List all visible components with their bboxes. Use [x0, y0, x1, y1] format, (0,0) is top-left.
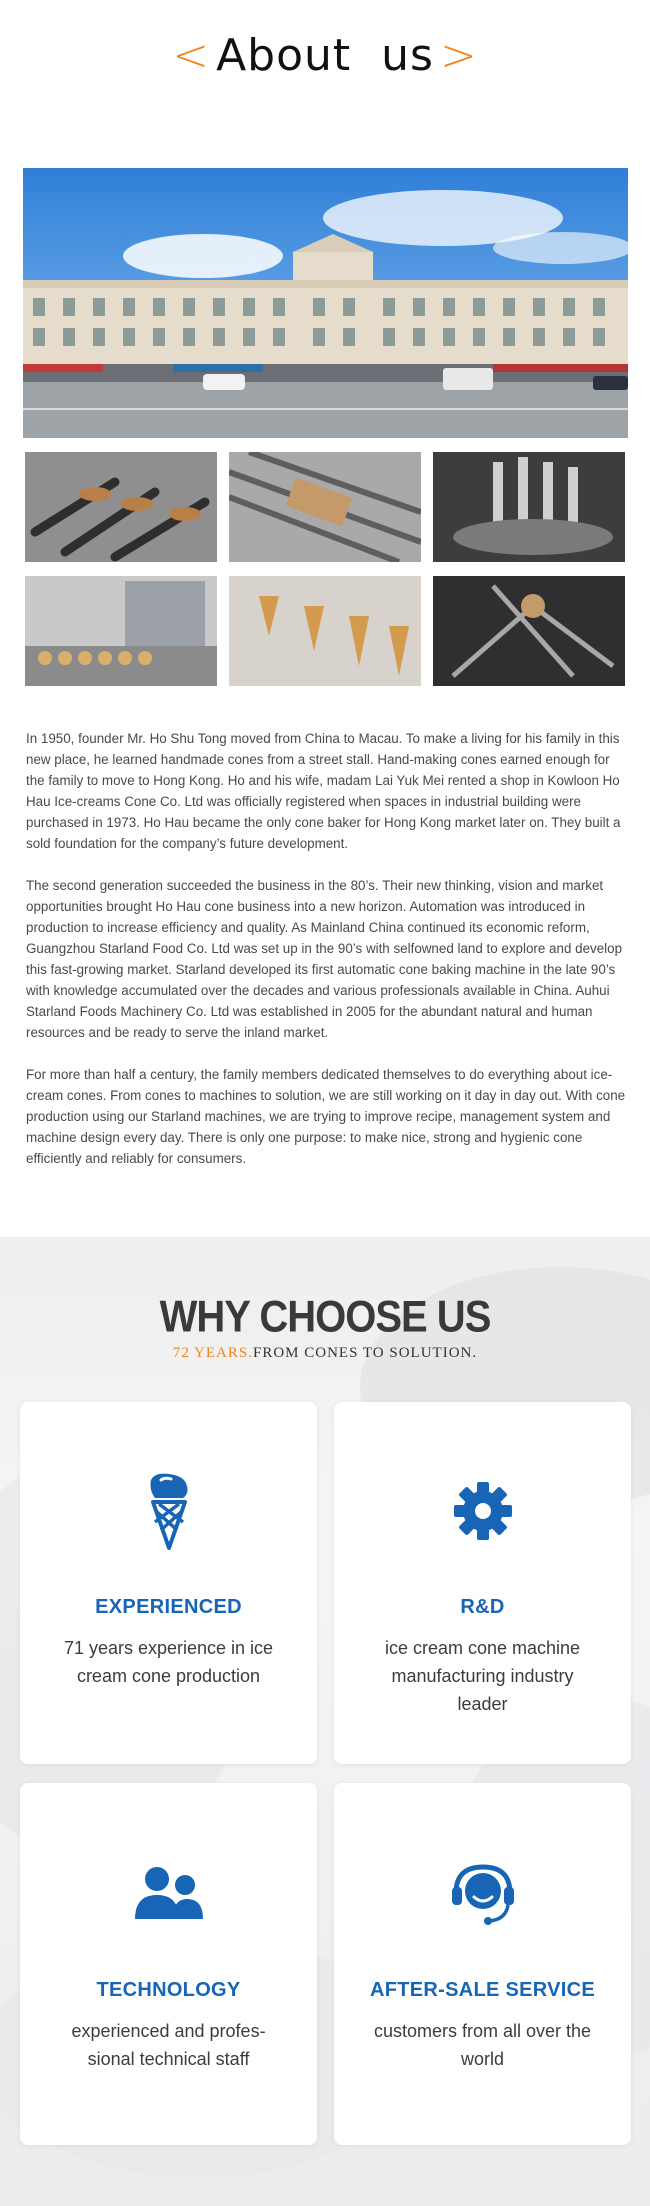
feature-card-rd: [334, 1402, 631, 1764]
card-description: ice cream cone machine manufacturing industry leader: [384, 1638, 581, 1714]
machine-photo-3: [433, 452, 625, 562]
card-description: experienced and profes-sional technical staff: [71, 2021, 266, 2069]
machine-photo-4: [25, 576, 217, 686]
why-subtitle: [0, 1345, 650, 1362]
feature-card-experienced: [20, 1402, 317, 1764]
machine-photo-5: [229, 576, 421, 686]
history-paragraph: The second generation succeeded the business in the 80’s. Their new thinking, vision and market opportunities brought Ho Hau cone business into a new horizon. Automation was introduced in production to increase efficiency and quality. As Mainland China continued its economic reform, Guangzhou Starland Food Co. Ltd was set up in the 90’s with selfowned land to explore and develop this fast-growing market. Starland developed its first automatic cone baking machine in the late 90’s with knowledge accumulated over the decades and various professionals available in China. Auhui Starland Foods Machinery Co. Ltd was established in 2005 for the abundant natural and human resources and be ready to serve the inland market.: [26, 878, 623, 1040]
bracket-left: <: [172, 30, 211, 81]
company-history: [26, 728, 626, 1190]
gear-icon: [334, 1480, 631, 1542]
about-us-title: About us: [216, 30, 434, 81]
feature-card-technology: [20, 1783, 317, 2145]
about-us-heading: [0, 30, 650, 81]
card-title: TECHNOLOGY: [96, 1979, 241, 2001]
card-title: AFTER-SALE SERVICE: [369, 1979, 596, 2001]
subtitle-rest: FROM CONES TO SOLUTION.: [252, 1345, 478, 1361]
card-description: customers from all over the world: [373, 2021, 592, 2069]
machine-photo-2: [229, 452, 421, 562]
card-title: EXPERIENCED: [95, 1596, 242, 1618]
why-choose-us-title: WHY CHOOSE US: [159, 1292, 491, 1342]
ice-cream-cone-icon: [20, 1472, 317, 1550]
card-description: 71 years experience in ice cream cone production: [63, 1638, 274, 1686]
factory-building-photo: [23, 168, 628, 438]
why-choose-us-section: [0, 1237, 650, 2206]
years-highlight: 72 YEARS.: [172, 1345, 253, 1361]
history-paragraph: In 1950, founder Mr. Ho Shu Tong moved from China to Macau. To make a living for his family in this new place, he learned handmade cones from a street stall. Hand-making cones earned enough for the family to move to Hong Kong. Ho and his wife, madam Lai Yuk Mei rented a shop in Kowloon Ho Hau Ice-creams Cone Co. Ltd was officially registered when spaces in industrial building were purchased in 1973. Ho Hau became the only cone baker for Hong Kong market later on. They built a sold foundation for the company’s future development.: [26, 731, 621, 851]
people-icon: [20, 1865, 317, 1921]
feature-card-after-sale: [334, 1783, 631, 2145]
headset-icon: [334, 1861, 631, 1929]
card-title: R&D: [460, 1596, 505, 1618]
machine-photo-1: [25, 452, 217, 562]
bracket-right: >: [439, 30, 478, 81]
machine-photo-6: [433, 576, 625, 686]
history-paragraph: For more than half a century, the family members dedicated themselves to do everything about ice-cream cones. From cones to machines to solution, we are still working on it day in day out. With cone production using our Starland machines, we are trying to improve recipe, management system and machine design every day. There is only one purpose: to make nice, strong and hygienic cone efficiently and reliably for consumers.: [26, 1067, 626, 1166]
